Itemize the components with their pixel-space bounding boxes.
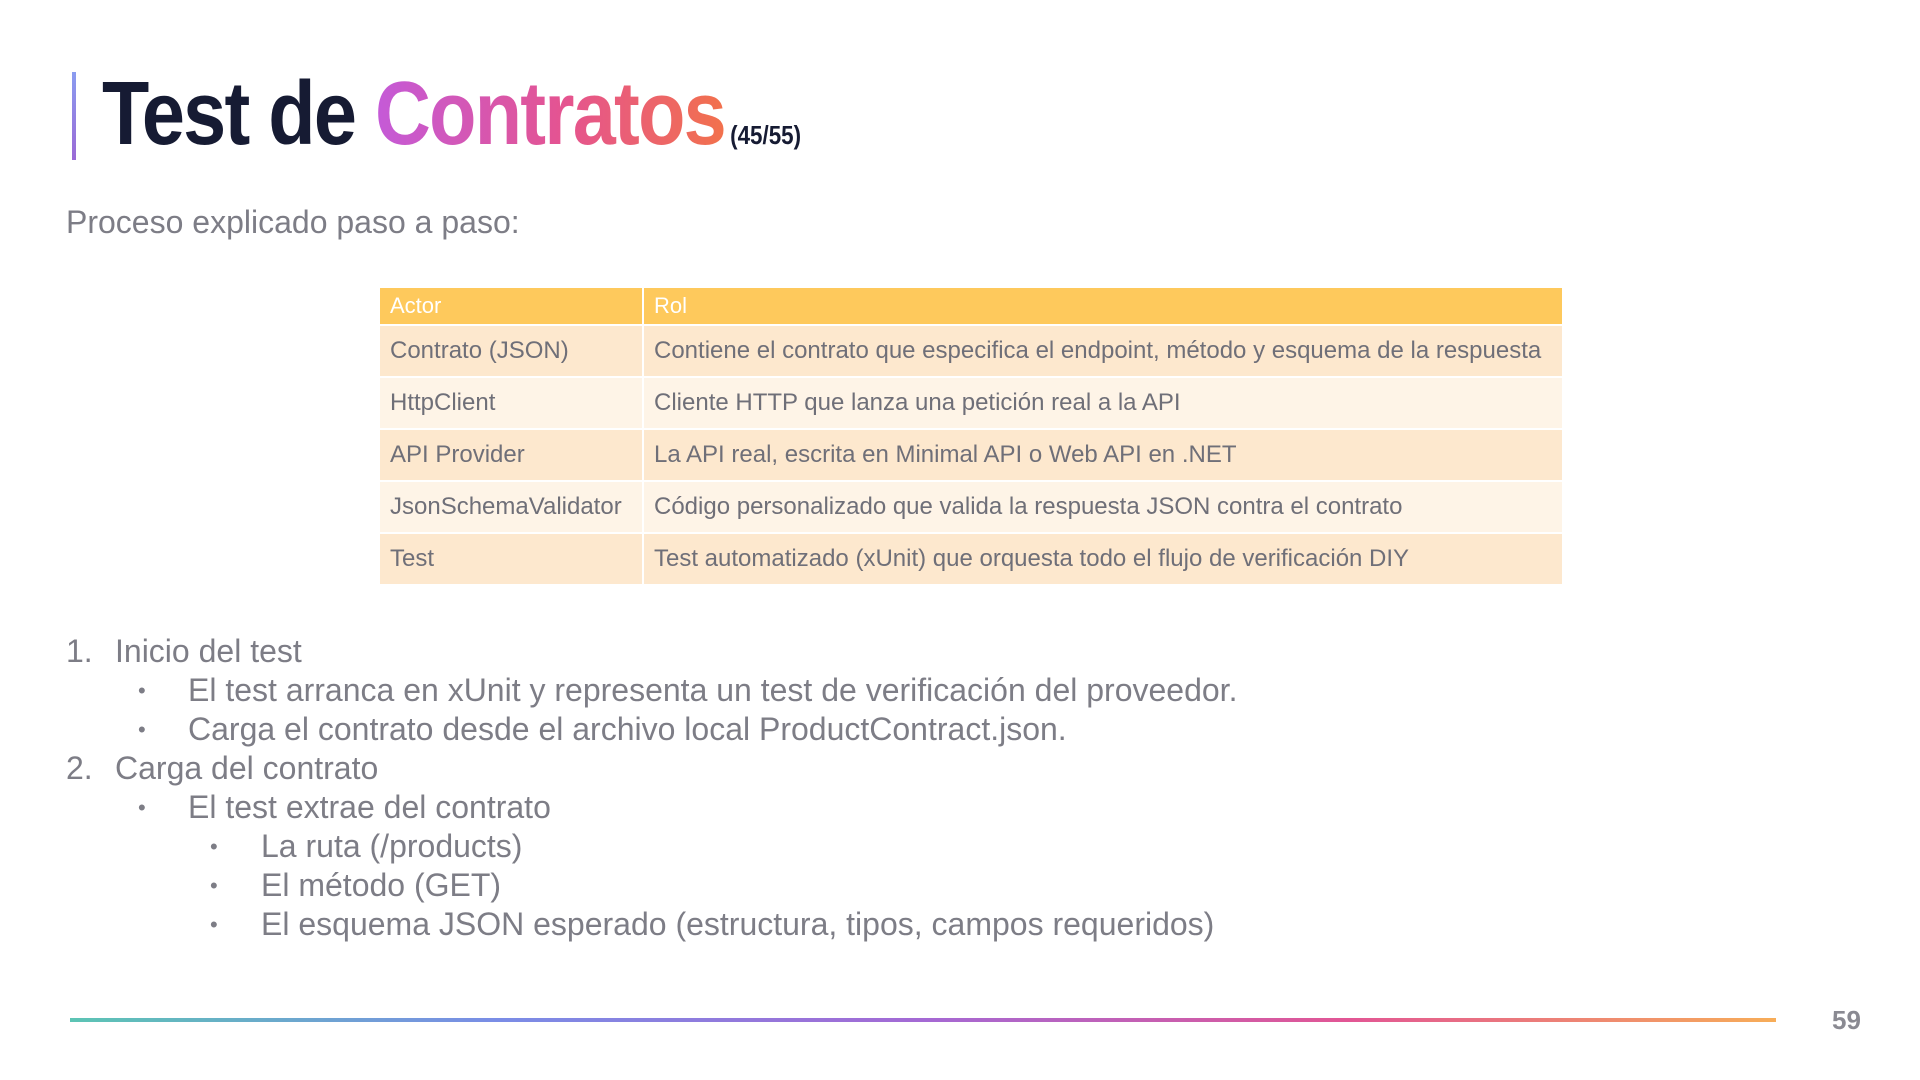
slide-subtitle: Proceso explicado paso a paso: <box>66 204 520 240</box>
cell-rol: La API real, escrita en Minimal API o Web API en .NET <box>643 429 1562 481</box>
slide-title <box>102 62 801 187</box>
bullet-text: Carga el contrato desde el archivo local ProductContract.json. <box>188 711 1067 747</box>
table-row <box>380 377 1562 429</box>
slide-title-main: Test de <box>102 64 375 164</box>
steps-list <box>66 632 1237 944</box>
bullet-icon: • <box>210 912 218 937</box>
table-row <box>380 429 1562 481</box>
bullet-icon: • <box>138 678 146 703</box>
column-header-rol: Rol <box>643 288 1562 325</box>
step-sub-bullet <box>66 905 1237 944</box>
cell-rol: Test automatizado (xUnit) que orquesta todo el flujo de verificación DIY <box>643 533 1562 584</box>
footer-gradient-divider <box>70 1018 1776 1022</box>
step-title: Carga del contrato <box>115 750 379 786</box>
step-sub-bullet <box>66 866 1237 905</box>
step-bullet <box>66 710 1237 749</box>
table-row <box>380 533 1562 584</box>
title-accent-bar <box>72 72 76 160</box>
table-row <box>380 325 1562 377</box>
step-sub-bullet <box>66 827 1237 866</box>
cell-actor: JsonSchemaValidator <box>380 481 643 533</box>
cell-rol: Código personalizado que valida la respuesta JSON contra el contrato <box>643 481 1562 533</box>
bullet-text: El test arranca en xUnit y representa un test de verificación del proveedor. <box>188 672 1238 708</box>
step-number: 1. <box>66 633 93 669</box>
actors-table-container <box>380 288 1562 584</box>
actors-table <box>380 288 1562 584</box>
step-title: Inicio del test <box>115 633 302 669</box>
step-item <box>66 632 1237 671</box>
bullet-text: El test extrae del contrato <box>188 789 551 825</box>
sub-bullet-text: El método (GET) <box>261 867 502 903</box>
sub-bullet-text: La ruta (/products) <box>261 828 523 864</box>
slide-title-accent: Contratos <box>374 64 726 164</box>
cell-actor: Contrato (JSON) <box>380 325 643 377</box>
step-bullet <box>66 788 1237 827</box>
bullet-icon: • <box>138 717 146 742</box>
table-row <box>380 481 1562 533</box>
step-item <box>66 749 1237 788</box>
column-header-actor: Actor <box>380 288 643 325</box>
cell-rol: Contiene el contrato que especifica el endpoint, método y esquema de la respuesta <box>643 325 1562 377</box>
cell-actor: Test <box>380 533 643 584</box>
slide-progress-count: (45/55) <box>730 120 802 150</box>
bullet-icon: • <box>210 834 218 859</box>
cell-actor: HttpClient <box>380 377 643 429</box>
step-number: 2. <box>66 750 93 786</box>
step-bullet <box>66 671 1237 710</box>
cell-actor: API Provider <box>380 429 643 481</box>
bullet-icon: • <box>210 873 218 898</box>
sub-bullet-text: El esquema JSON esperado (estructura, tipos, campos requeridos) <box>261 906 1215 942</box>
cell-rol: Cliente HTTP que lanza una petición real a la API <box>643 377 1562 429</box>
table-header-row <box>380 288 1562 325</box>
bullet-icon: • <box>138 795 146 820</box>
page-number: 59 <box>1832 1005 1861 1035</box>
